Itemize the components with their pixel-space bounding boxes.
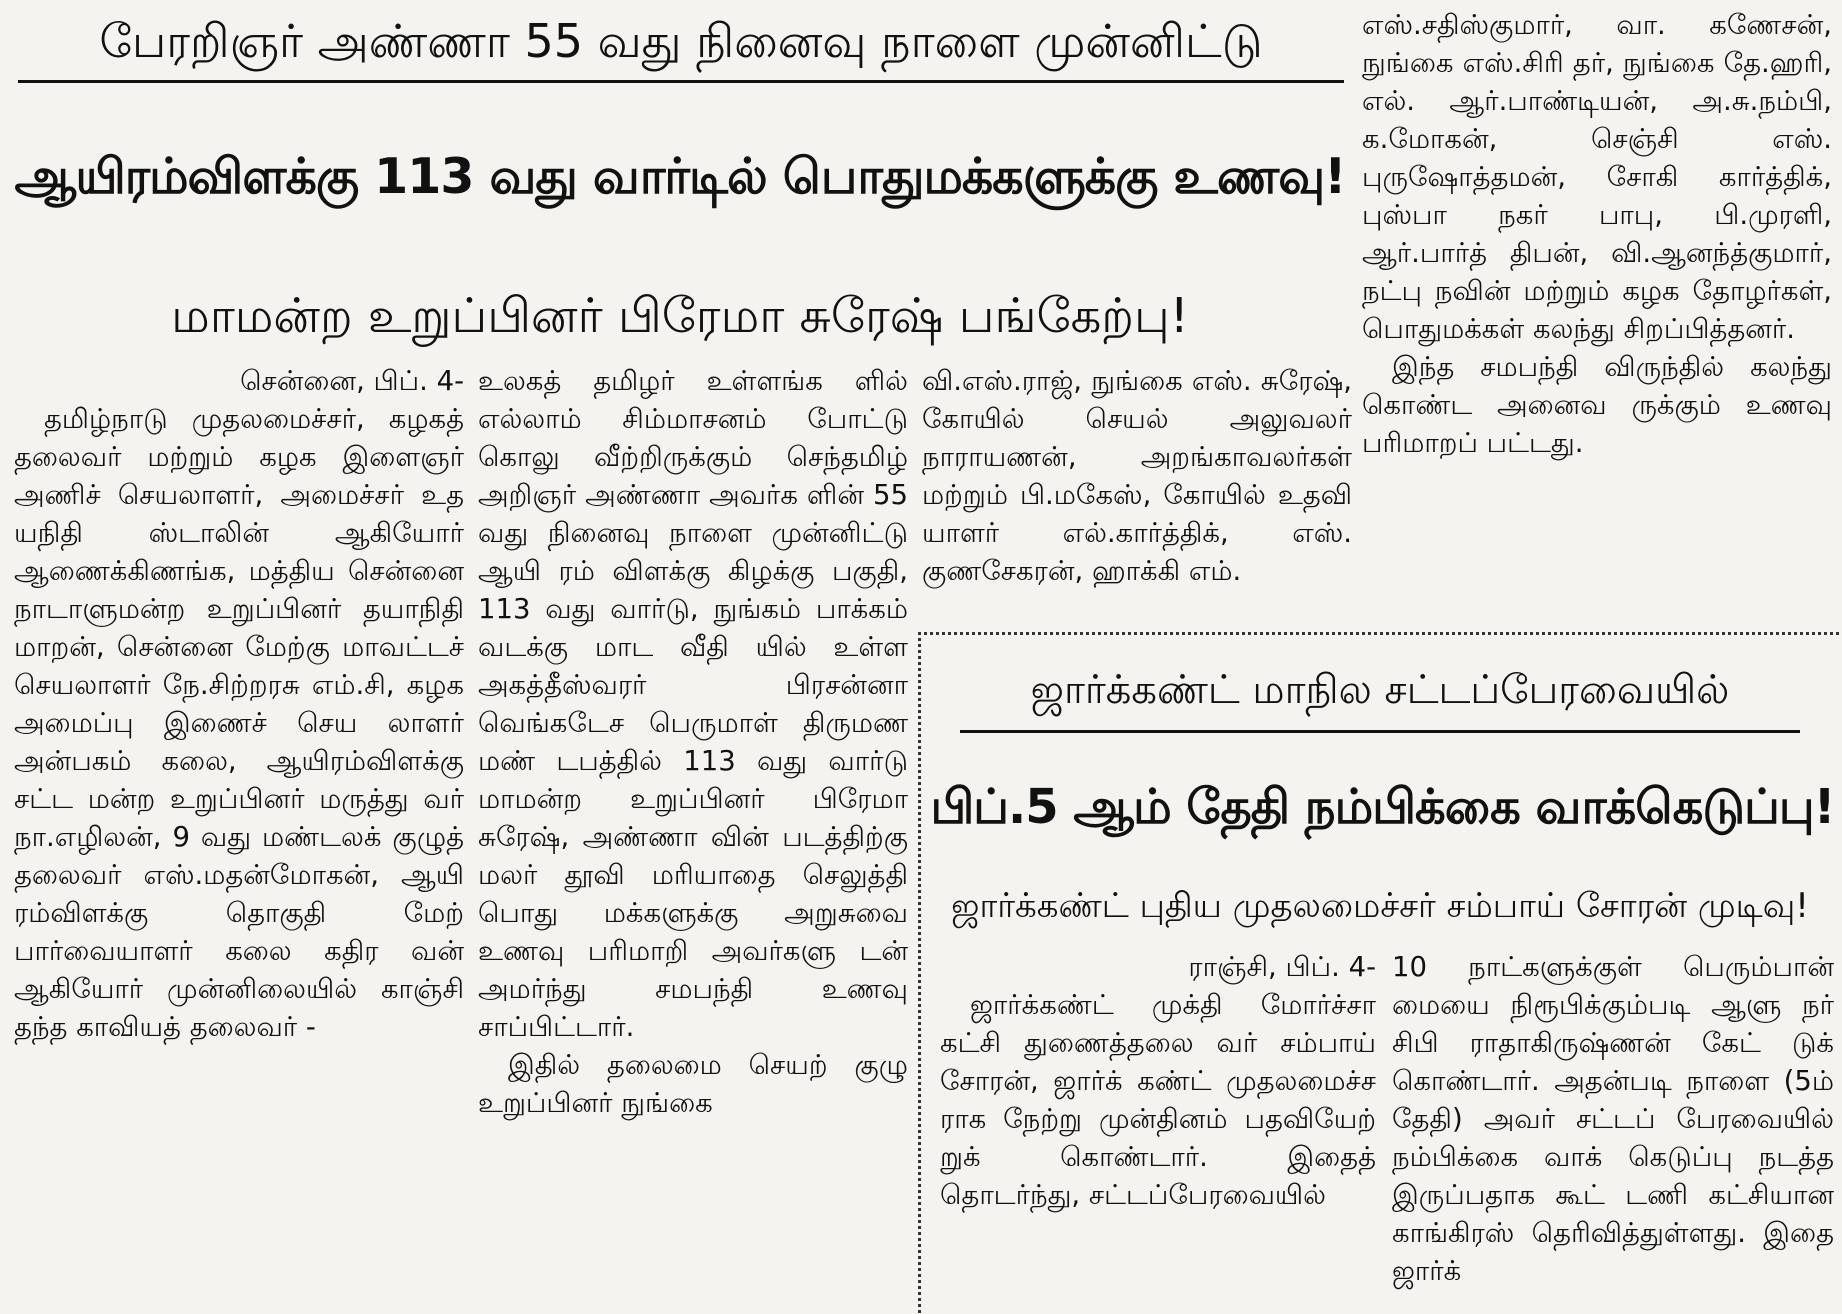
story2-dateline: ராஞ்சி, பிப். 4- bbox=[1188, 951, 1376, 983]
story1-col4-closing-text: இந்த சமபந்தி விருந்தில் கலந்து கொண்ட அனைவ ருக்கும் உணவு பரிமாறப் பட்டது. bbox=[1362, 351, 1832, 459]
story1-dateline: சென்னை, பிப். 4- bbox=[240, 365, 464, 397]
story1-column-1 bbox=[14, 362, 464, 1314]
story2-headline: பிப்.5 ஆம் தேதி நம்பிக்கை வாக்கெடுப்பு! bbox=[930, 779, 1835, 835]
story2-col1-text: ஜார்க்கண்ட் முக்தி மோர்ச்சா கட்சி துணைத்தலை வர் சம்பாய் சோரன், ஜார்க் கண்ட் முதலமைச்ச ராக நேற்று முன்தினம் பதவியேற் றுக் கொண்டார். இதைத் தொடர்ந்து, சட்டப்பேரவையில் bbox=[940, 989, 1376, 1211]
story1-headline: ஆயிரம்விளக்கு 113 வது வார்டில் பொதுமக்களுக்கு உணவு! bbox=[14, 148, 1346, 205]
story1-col3-text: வி.எஸ்.ராஜ், நுங்கை எஸ். சுரேஷ், கோயில் செயல் அலுவலர் நாராயணன், அறங்காவலர்கள் மற்றும் பி.மகேஸ், கோயில் உதவி யாளர் எல்.கார்த்திக், எஸ். குணசேகரன், ஹாக்கி எம். bbox=[922, 365, 1352, 587]
story2-col2-text: 10 நாட்களுக்குள் பெரும்பான் மையை நிரூபிக்கும்படி ஆளு நர் சிபி ராதாகிருஷ்ணன் கேட் டுக் கொண்டார். அதன்படி நாளை (5ம் தேதி) அவர் சட்டப் பேரவையில் நம்பிக்கை வாக் கெடுப்பு நடத்த இருப்பதாக கூட் டணி கட்சியான காங்கிரஸ் தெரிவித்துள்ளது. இதை ஜார்க் bbox=[1392, 951, 1834, 1287]
story1-column-2 bbox=[478, 362, 908, 1314]
story1-subheadline: மாமன்ற உறுப்பினர் பிரேமா சுரேஷ் பங்கேற்பு! bbox=[171, 288, 1189, 344]
story1-column-3 bbox=[922, 362, 1352, 627]
story2-column-1 bbox=[940, 948, 1376, 1310]
story2-kicker: ஜார்க்கண்ட் மாநில சட்டப்பேரவையில் bbox=[1030, 667, 1730, 713]
story1-col2-text: உலகத் தமிழர் உள்ளங்க ளில் எல்லாம் சிம்மாசனம் போட்டு கொலு வீற்றிருக்கும் செந்தமிழ் அறிஞர் அண்ணா அவர்க ளின் 55 வது நினைவு நாளை முன்னிட்டு ஆயி ரம் விளக்கு கிழக்கு பகுதி, 113 வது வார்டு, நுங்கம் பாக்கம் வடக்கு மாட வீதி யில் உள்ள அகத்தீஸ்வரர் பிரசன்னா வெங்கடேச பெருமாள் திருமண மண் டபத்தில் 113 வது வார்டு மாமன்ற உறுப்பினர் பிரேமா சுரேஷ், அண்ணா வின் படத்திற்கு மலர் தூவி மரியாதை செலுத்தி பொது மக்களுக்கு அறுசுவை உணவு பரிமாறி அவர்களு டன் அமர்ந்து சமபந்தி உணவு சாப்பிட்டார். bbox=[478, 365, 908, 1043]
story2-column-2 bbox=[1392, 948, 1834, 1310]
story2-kicker-rule bbox=[960, 730, 1800, 733]
story1-col1-text: தமிழ்நாடு முதலமைச்சர், கழகத் தலைவர் மற்றும் கழக இளைஞர் அணிச் செயலாளர், அமைச்சர் உத யநிதி ஸ்டாலின் ஆகியோர் ஆணைக்கிணங்க, மத்திய சென்னை நாடாளுமன்ற உறுப்பினர் தயாநிதி மாறன், சென்னை மேற்கு மாவட்டச் செயலாளர் நே.சிற்றரசு எம்.சி, கழக அமைப்பு இணைச் செய லாளர் அன்பகம் கலை, ஆயிரம்விளக்கு சட்ட மன்ற உறுப்பினர் மருத்து வர் நா.எழிலன், 9 வது மண்டலக் குழுத் தலைவர் எஸ்.மதன்மோகன், ஆயி ரம்விளக்கு தொகுதி மேற் பார்வையாளர் கலை கதிர வன் ஆகியோர் முன்னிலையில் காஞ்சி தந்த காவியத் தலைவர் - bbox=[14, 403, 464, 1043]
story1-col2-continued-text: இதில் தலைமை செயற் குழு உறுப்பினர் நுங்கை bbox=[478, 1049, 908, 1119]
story1-kicker-rule bbox=[18, 80, 1344, 83]
story1-col4-text: எஸ்.சதிஸ்குமார், வா. கணேசன், நுங்கை எஸ்.சிரி தர், நுங்கை தே.ஹரி, எல். ஆர்.பாண்டியன், அ.சு.நம்பி, க.மோகன், செஞ்சி எஸ். புருஷோத்தமன், சோகி கார்த்திக், புஸ்பா நகர் பாபு, பி.முரளி, ஆர்.பார்த் திபன், வி.ஆனந்த்குமார், நட்பு நவின் மற்றும் கழக தோழர்கள், பொதுமக்கள் கலந்து சிறப்பித்தனர். bbox=[1362, 9, 1832, 345]
story2-subheadline: ஜார்க்கண்ட் புதிய முதலமைச்சர் சம்பாய் சோரன் முடிவு! bbox=[951, 886, 1809, 926]
story1-column-4 bbox=[1362, 6, 1832, 626]
story1-kicker: பேரறிஞர் அண்ணா 55 வது நினைவு நாளை முன்னிட்டு bbox=[99, 14, 1263, 68]
